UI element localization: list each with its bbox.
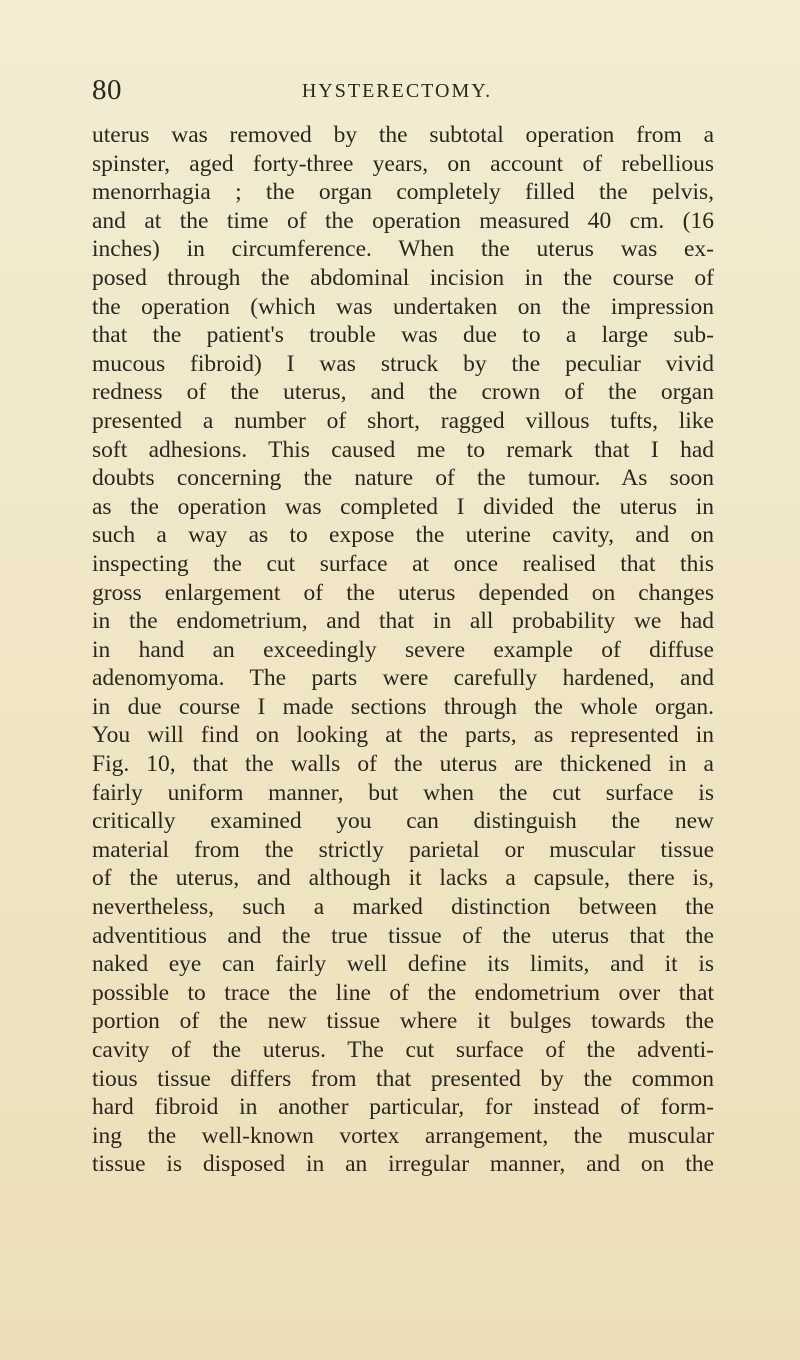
text-line: material from the strictly parietal or muscular tissue	[92, 836, 714, 863]
text-line: that the patient's trouble was due to a large sub-	[92, 322, 714, 349]
text-line: inches) in circumference. When the uterus was ex-	[92, 236, 714, 263]
text-line: such a way as to expose the uterine cavity, and on	[92, 522, 714, 549]
text-line: inspecting the cut surface at once realised that this	[92, 550, 714, 577]
text-line: and at the time of the operation measured 40 cm. (16	[92, 207, 714, 234]
text-line: uterus was removed by the subtotal operation from a	[92, 122, 714, 148]
body-text	[92, 121, 714, 1179]
text-line: redness of the uterus, and the crown of the organ	[92, 379, 714, 406]
text-line: as the operation was completed I divided the uterus in	[92, 493, 714, 520]
text-line: the operation (which was undertaken on the impression	[92, 293, 714, 320]
running-title: HYSTERECTOMY.	[301, 80, 493, 102]
text-line: of the uterus, and although it lacks a capsule, there is,	[92, 865, 714, 892]
text-line: in the endometrium, and that in all probability we had	[92, 608, 714, 635]
text-line: in hand an exceedingly severe example of diffuse	[92, 636, 714, 663]
text-line: mucous fibroid) I was struck by the peculiar vivid	[92, 350, 714, 377]
text-line: critically examined you can distinguish the new	[92, 808, 714, 835]
text-line: tious tissue differs from that presented by the common	[92, 1065, 714, 1092]
text-line: menorrhagia ; the organ completely filled the pelvis,	[92, 179, 714, 206]
text-line: soft adhesions. This caused me to remark that I had	[92, 436, 714, 463]
text-line: posed through the abdominal incision in the course of	[92, 264, 714, 291]
page-header	[92, 74, 702, 114]
text-line: doubts concerning the nature of the tumour. As soon	[92, 465, 714, 492]
text-line: naked eye can fairly well define its limits, and it is	[92, 951, 714, 978]
text-line: in due course I made sections through the whole organ.	[92, 693, 714, 720]
text-line: hard fibroid in another particular, for instead of form-	[92, 1094, 714, 1121]
text-line: portion of the new tissue where it bulges towards the	[92, 1008, 714, 1035]
text-line: adventitious and the true tissue of the uterus that the	[92, 922, 714, 949]
text-line: fairly uniform manner, but when the cut surface is	[92, 779, 714, 806]
text-line: spinster, aged forty-three years, on account of rebellious	[92, 150, 714, 177]
text-line: ing the well-known vortex arrangement, the muscular	[92, 1122, 714, 1149]
text-line: tissue is disposed in an irregular manner, and on the	[92, 1151, 714, 1178]
text-line: Fig. 10, that the walls of the uterus are thickened in a	[92, 751, 714, 778]
page-number: 80	[92, 74, 122, 106]
text-line: possible to trace the line of the endometrium over that	[92, 979, 714, 1006]
text-line: presented a number of short, ragged villous tufts, like	[92, 407, 714, 434]
text-line: nevertheless, such a marked distinction between the	[92, 894, 714, 921]
text-line: You will find on looking at the parts, as represented in	[92, 722, 714, 749]
text-line: adenomyoma. The parts were carefully hardened, and	[92, 665, 714, 692]
text-line: gross enlargement of the uterus depended on changes	[92, 579, 714, 606]
text-line: cavity of the uterus. The cut surface of the adventi-	[92, 1037, 714, 1063]
